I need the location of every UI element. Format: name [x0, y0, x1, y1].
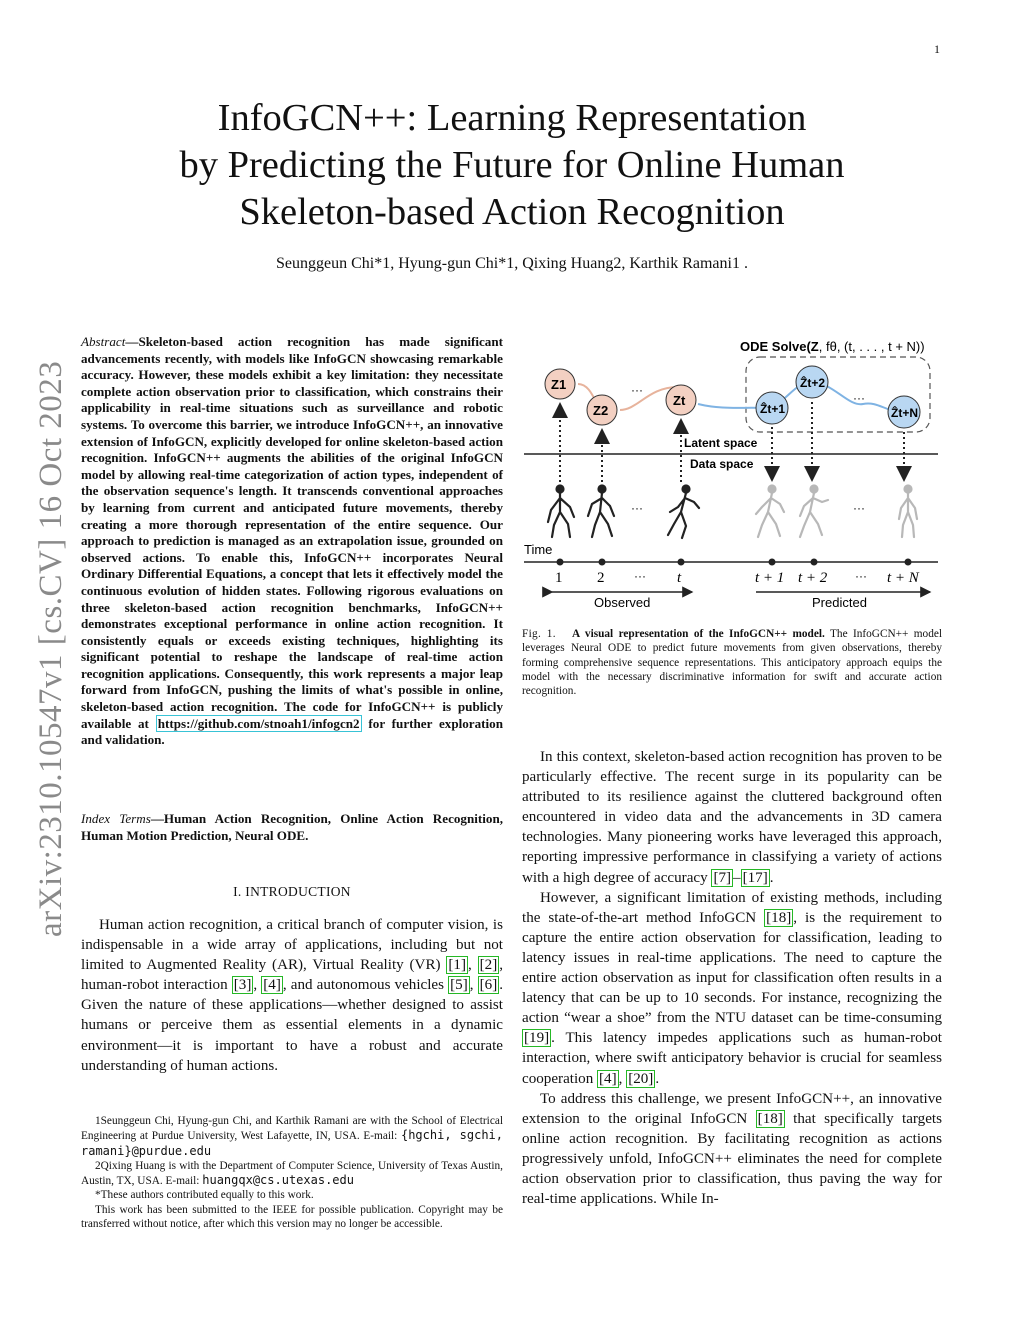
citation-link[interactable]: [4]: [599, 1070, 617, 1087]
section-heading: I. INTRODUCTION: [233, 884, 351, 899]
svg-text:Ẑt+N: Ẑt+N: [891, 406, 918, 420]
citation-link[interactable]: [3]: [233, 977, 252, 994]
caption-body: The InfoGCN++ model leverages Neural ODE to predict future movements from given observations, thereby forming comprehensive sequence representations. This anticipatory approach equips the model with the necessary discriminative information for swift and accurate action recognition.: [522, 628, 942, 698]
svg-text:Z2: Z2: [593, 403, 609, 418]
skeleton-predicted: [899, 486, 917, 538]
time-tick: [769, 559, 776, 566]
predicted-label: Predicted: [812, 595, 867, 610]
svg-text:Ẑt+1: Ẑt+1: [760, 402, 786, 416]
index-terms-lead: Index Terms: [81, 811, 151, 826]
paper-title: [130, 95, 894, 236]
paragraph: However, a significant limitation of existing methods, including the state-of-the-art method InfoGCN [18] , is the requirement to capture the entire action observation for classification, leading to latency issues in real-time applications. The need to capture the entire action observation as input for classification often results in a latency that can be up to 10 seconds. For instance, recognizing the action “wear a shoe” from the NTU dataset can be time-consuming [19] . This latency impedes applications such as human-robot interaction, where swift anticipatory behavior is crucial for seamless cooperation [4] , [20] .: [522, 889, 942, 1087]
citation-link[interactable]: [6]: [479, 977, 498, 994]
citation-link[interactable]: [18]: [757, 1110, 783, 1127]
latent-node-predicted: [756, 392, 788, 424]
citation-link[interactable]: [19]: [524, 1030, 550, 1047]
tick-label: t + N: [887, 570, 919, 586]
citation-link[interactable]: [4]: [263, 977, 281, 994]
index-terms: [81, 811, 503, 844]
abstract-lead: Abstract: [81, 334, 126, 349]
tick-label: t + 2: [798, 570, 828, 586]
skeleton-observed: [588, 486, 614, 538]
index-terms-body: —Human Action Recognition, Online Action Recognition, Human Motion Prediction, Neural ODE.: [81, 811, 504, 843]
tick-label: t: [677, 570, 682, 586]
latent-node-observed: [545, 369, 575, 399]
skeleton-predicted: [800, 486, 828, 538]
title-line: by Predicting the Future for Online Human: [179, 144, 845, 186]
paragraph: In this context, skeleton-based action recognition has proven to be particularly effective. The recent surge in its popularity can be attributed to its resilience against the cluttered background often encountered in video data and the advancements in 3D camera technologies. Many pioneering works have leveraged this approach, reporting impressive performance in classifying a variety of actions with a high degree of accuracy [7] – [17] .: [522, 749, 942, 886]
caption-title: A visual representation of the InfoGCN++ model.: [572, 628, 825, 640]
time-tick: [811, 559, 818, 566]
abstract-body: —Skeleton-based action recognition has made significant advancements recently, with models like InfoGCN showcasing remarkable accuracy. However, these models exhibit a key limitation: they necessitate complete action observation prior to classification, which constrains their applicability in real-time situations such as surveillance and robotic systems. To overcome this barrier, we introduce InfoGCN++, an innovative extension of InfoGCN, explicitly developed for online skeleton-based action recognition. InfoGCN++ augments the abilities of the original InfoGCN model by allowing real-time categorization of action types, independent of the observation sequence's length. It transcends conventional approaches by learning from current and anticipated future movements, thereby creating a more thorough representation of the entire sequence. Our approach to prediction is managed as an extrapolation issue, grounded on observed actions. To enable this, InfoGCN++ incorporates Neural Ordinary Differential Equations, a concept that lets it effectively model the continuous evolution of hidden states. Following rigorous evaluations on three skeleton-based action recognition benchmarks, InfoGCN++ demonstrates exceptional performance in online action recognition. It consistently equals or exceeds existing techniques, highlighting its significant potential to reshape the landscape of real-time action recognition applications. Consequently, this work represents a major leap forward from InfoGCN, pushing the limits of what's possible in online, skeleton-based action recognition. The code for InfoGCN++ is publicly available at: [81, 334, 503, 731]
citation-link[interactable]: [7]: [713, 869, 732, 886]
abstract: [81, 334, 503, 749]
time-tick: [599, 559, 606, 566]
latent-node-observed: [666, 385, 696, 415]
ellipsis-skeleton: ···: [853, 501, 865, 515]
time-tick-labels: [555, 569, 920, 586]
latent-node-predicted: [888, 396, 920, 428]
tick-label: 1: [555, 570, 563, 586]
email-list: {hgchi, sgchi, ramani}@purdue.edu: [81, 1128, 503, 1158]
observed-label: Observed: [594, 595, 651, 610]
arxiv-identifier: arXiv:2310.10547v1 [cs.CV] 16 Oct 2023: [33, 360, 69, 937]
footnote-affiliation-2: 2Qixing Huang is with the Department of Computer Science, University of Texas Austin, Austin, TX, USA. E-mail: huangqx@cs.utexas.edu: [81, 1159, 503, 1188]
time-tick: [678, 559, 685, 566]
citation-link[interactable]: [5]: [450, 977, 468, 994]
citation-link[interactable]: [18]: [766, 909, 792, 926]
paragraph: To address this challenge, we present InfoGCN++, an innovative extension to the original InfoGCN [18] that specifically targets online action recognition. By facilitating recognition as actions progressively unfold, InfoGCN++ eliminates the need for complete action observation prior to classification, thus paving the way for real-time applications. While In-: [522, 1090, 942, 1208]
citation-link[interactable]: [17]: [742, 869, 768, 886]
ellipsis-predicted: ···: [853, 391, 865, 405]
skeleton-predicted: [756, 486, 784, 538]
intro-right-column: [522, 747, 942, 1209]
title-line: Skeleton-based Action Recognition: [239, 191, 785, 233]
title-line: InfoGCN++: Learning Representation: [217, 97, 807, 139]
citation-link[interactable]: [2]: [479, 957, 498, 974]
citation-link[interactable]: [20]: [628, 1070, 654, 1087]
tick-label: t + 1: [755, 570, 785, 586]
svg-text:Ẑt+2: Ẑt+2: [800, 376, 826, 390]
author-list: Seunggeun Chi*1, Hyung-gun Chi*1, Qixing Huang2, Karthik Ramani1 .: [276, 255, 748, 272]
time-label: Time: [524, 542, 553, 557]
footnote-affiliation-1: 1Seunggeun Chi, Hyung-gun Chi, and Karthik Ramani are with the School of Electrical Engineering at Purdue University, West Lafayette, IN, USA. E-mail: {hgchi, sgchi, ramani}@purdue.edu: [81, 1115, 503, 1158]
figure-diagram: [518, 332, 946, 617]
time-tick: [905, 559, 912, 566]
latent-space-label: Latent space: [684, 436, 758, 450]
ellipsis-skeleton: ···: [631, 501, 643, 515]
intro-paragraph: Human action recognition, a critical branch of computer vision, is indispensable in a wide array of applications, including but not limited to Augmented Reality (AR), Virtual Reality (VR) [1] , [2] , human-robot interaction [3] , [4] , and autonomous vehicles [5] , [6] . Given the nature of these applications—whether designed to assist humans or perceive them as essential elements in a dynamic environment—it is important to have a robust and accurate understanding of human actions.: [81, 917, 504, 1074]
citation-link[interactable]: [1]: [448, 957, 466, 974]
latent-node-predicted: [796, 366, 828, 398]
figure-caption: [522, 627, 942, 698]
skeleton-observed: [668, 486, 699, 539]
svg-text:Zt: Zt: [673, 393, 686, 408]
footnotes: [81, 1114, 503, 1231]
data-space-label: Data space: [690, 457, 754, 471]
time-tick: [557, 559, 564, 566]
ellipsis-observed: ···: [631, 383, 643, 397]
caption-label: Fig. 1.: [522, 628, 556, 640]
svg-text:Z1: Z1: [551, 377, 567, 392]
tick-label: 2: [597, 570, 605, 586]
email: huangqx@cs.utexas.edu: [202, 1173, 354, 1188]
code-link[interactable]: https://github.com/stnoah1/infogcn2: [157, 715, 360, 731]
figure-1: [518, 332, 946, 617]
ode-solve-label: ODE Solve(Z, fθ, (t, . . . , t + N)): [740, 339, 925, 354]
page-number: 1: [934, 42, 940, 56]
latent-node-observed: [587, 395, 617, 425]
skeleton-observed: [548, 486, 574, 538]
tick-label: ···: [634, 569, 646, 583]
tick-label: ···: [855, 569, 867, 583]
abstract-tail: for further exploration and validation.: [81, 715, 503, 748]
footnote-copyright: This work has been submitted to the IEEE for possible publication. Copyright may be transferred without notice, after which this version may no longer be accessible.: [81, 1203, 503, 1231]
footnote-equal-contribution: *These authors contributed equally to this work.: [95, 1189, 314, 1202]
